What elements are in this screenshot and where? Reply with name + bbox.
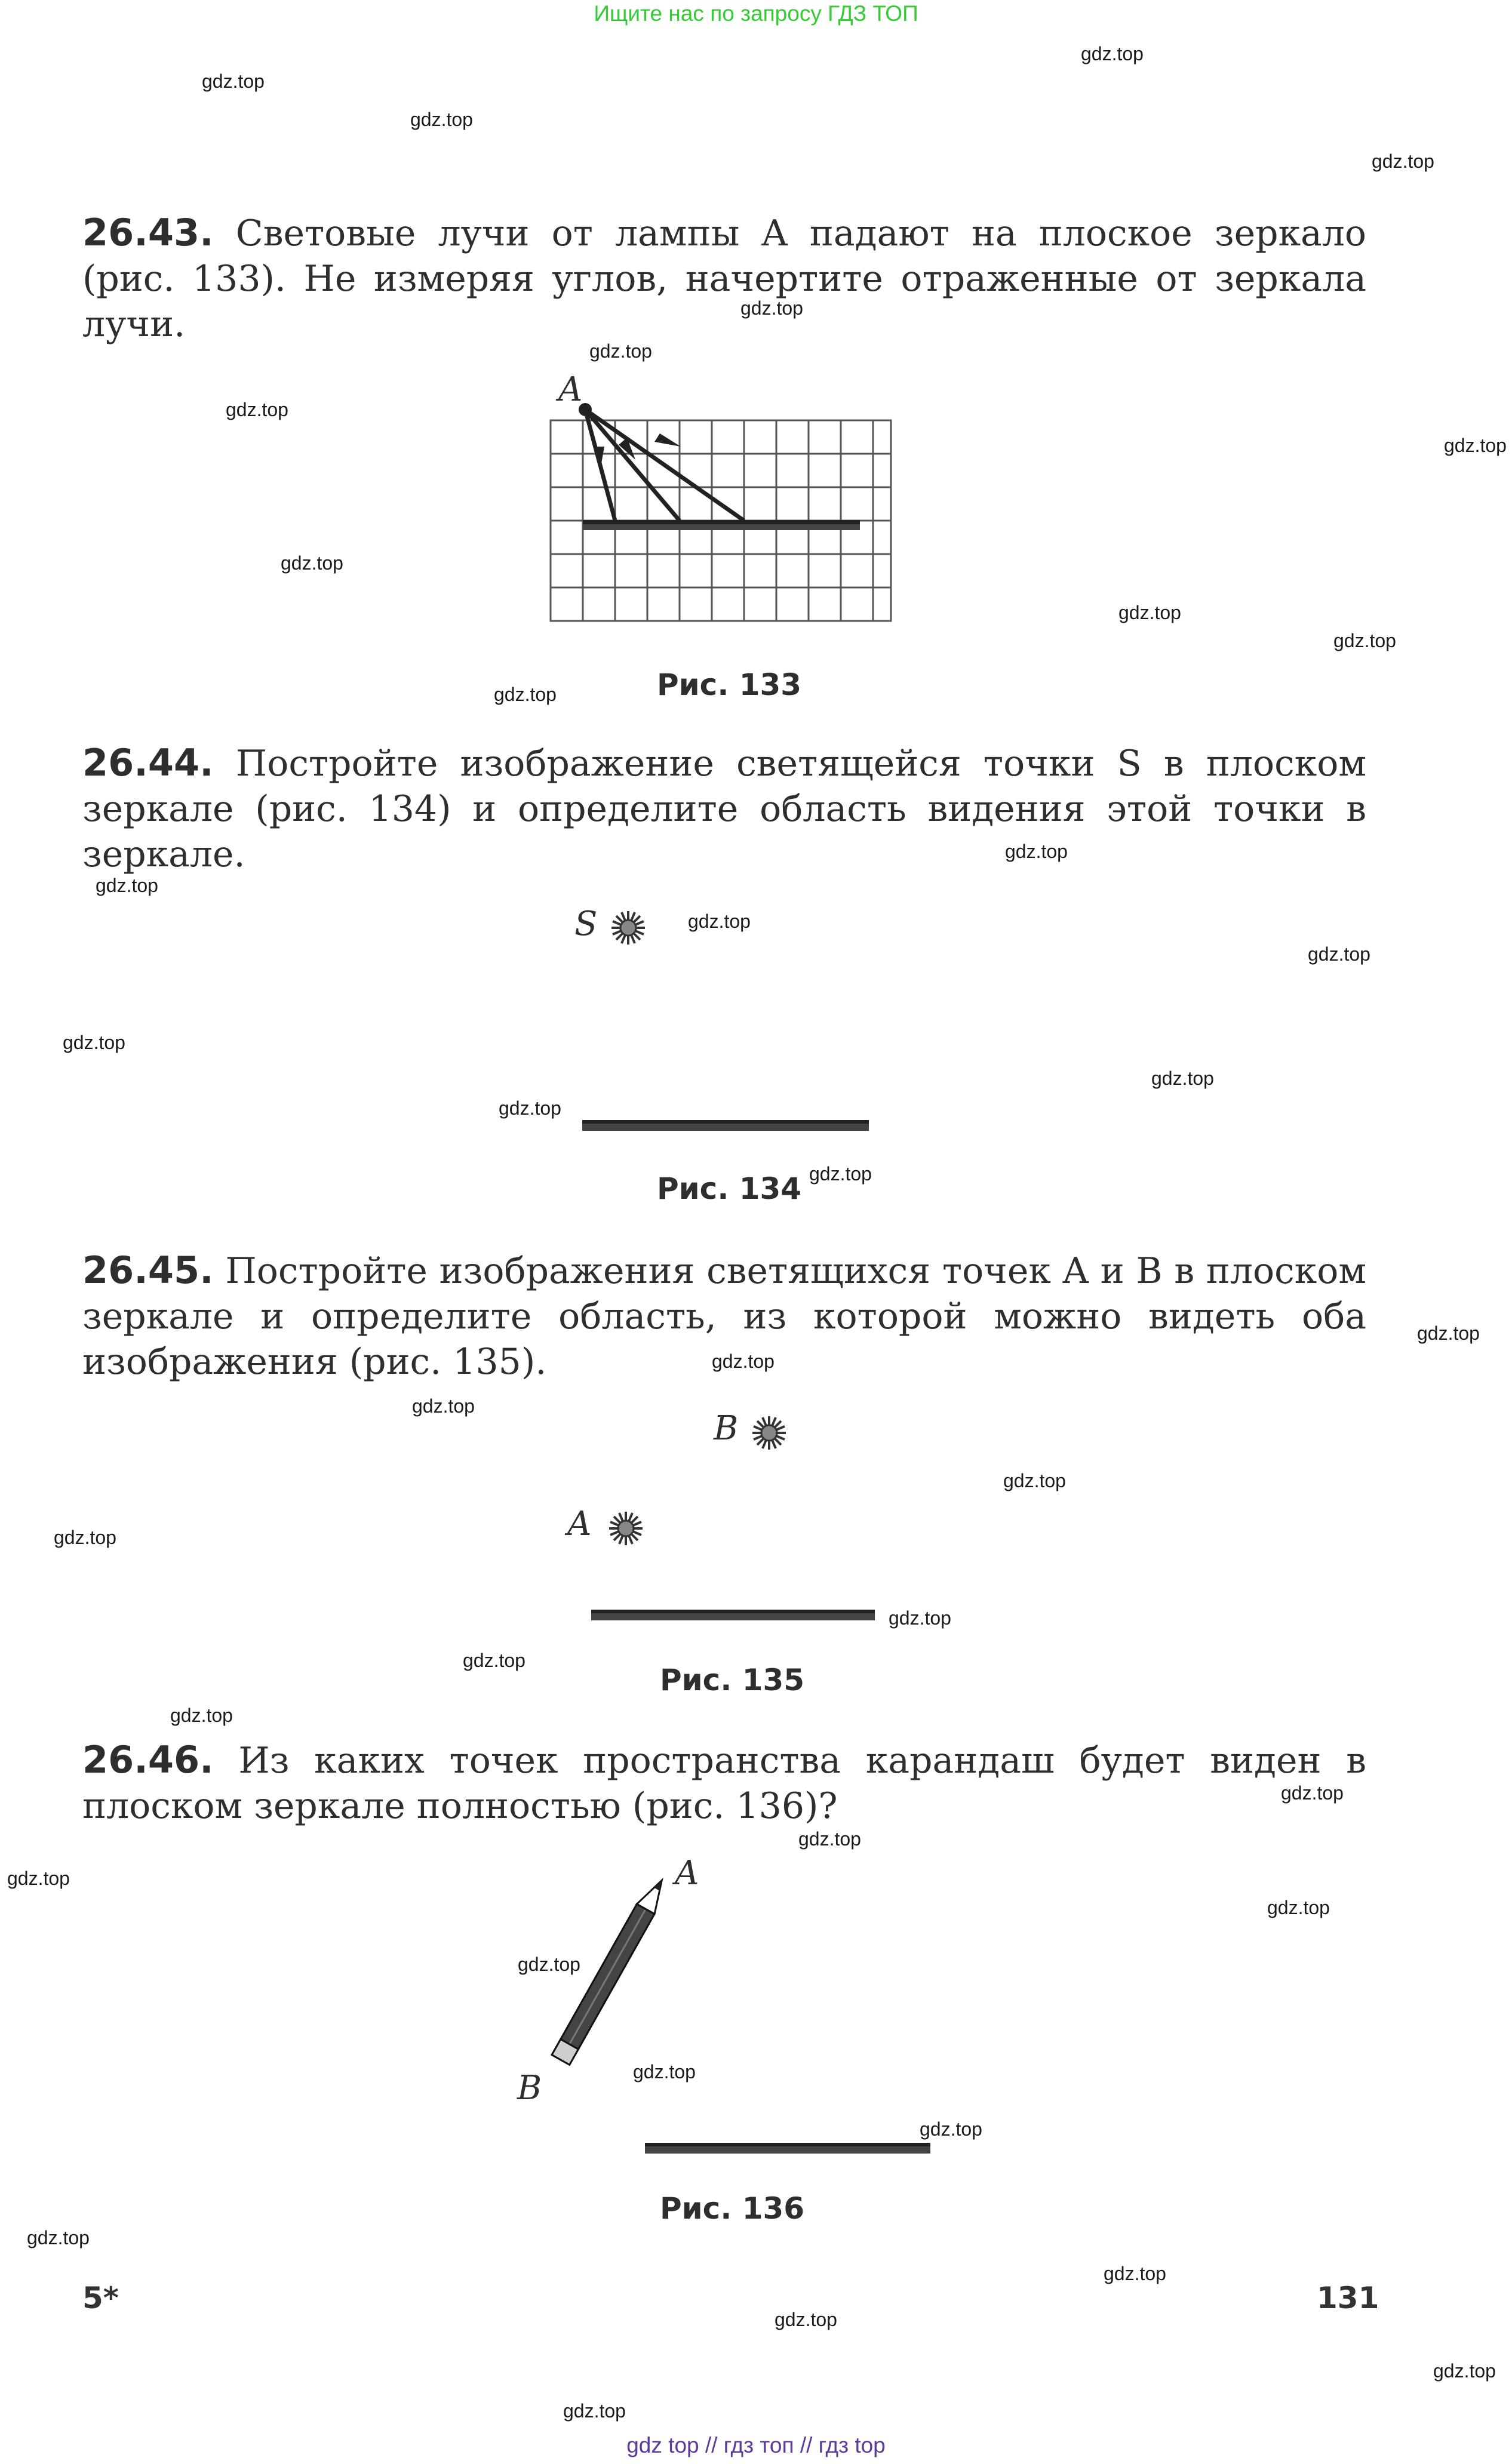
problem-number: 26.45. [82,1248,214,1292]
watermark: gdz.top [226,399,288,420]
light-point-s [610,910,646,946]
watermark: gdz.top [518,1954,580,1975]
watermark: gdz.top [412,1395,475,1417]
problem-26-43 [82,210,1366,347]
watermark: gdz.top [281,552,343,574]
watermark: gdz.top [1005,841,1068,862]
label-b: B [714,1409,739,1448]
top-banner[interactable]: Ищите нас по запросу ГДЗ ТОП [594,1,918,26]
watermark: gdz.top [589,340,652,362]
problem-text: Световые лучи от лампы A падают на плоское зеркало (рис. 133). Не измеряя углов, начертите отраженные от зеркала лучи. [82,213,1366,345]
bottom-footer-links[interactable]: gdz top // гдз топ // гдз top [626,2433,886,2457]
page-footer-left: 5* [82,2281,119,2315]
watermark: gdz.top [1333,630,1396,651]
watermark: gdz.top [63,1032,125,1053]
watermark: gdz.top [1417,1322,1480,1344]
page-number: 131 [1317,2281,1379,2315]
mirror-134 [582,1119,869,1137]
caption-136: Рис. 136 [660,2191,805,2226]
watermark: gdz.top [54,1527,116,1548]
problem-text: Из каких точек пространства карандаш будет виден в плоском зеркале полностью (рис. 136)? [82,1740,1366,1827]
watermark: gdz.top [463,1650,525,1671]
watermark: gdz.top [1081,43,1144,64]
problem-text: Постройте изображение светящейся точки S в плоском зеркале (рис. 134) и определите область видения этой точки в зеркале. [82,743,1366,875]
problem-number: 26.43. [82,211,214,254]
watermark: gdz.top [1281,1782,1344,1804]
watermark: gdz.top [27,2227,90,2248]
watermark: gdz.top [96,875,158,896]
figure-133 [537,370,908,633]
watermark: gdz.top [633,2061,696,2082]
watermark: gdz.top [1151,1068,1214,1089]
watermark: gdz.top [1118,602,1181,623]
light-point-a [608,1511,644,1546]
label-b: B [517,2069,542,2108]
mirror [583,522,860,530]
watermark: gdz.top [775,2309,837,2330]
rays [585,410,744,521]
light-point-b [751,1415,787,1451]
label-s: S [574,905,598,943]
problem-text: Постройте изображения светящихся точек A и B в плоском зеркале и определите область, из которой можно видеть оба изображения (рис. 135). [82,1250,1366,1383]
watermark: gdz.top [1444,435,1507,456]
watermark: gdz.top [1267,1897,1330,1918]
watermark: gdz.top [809,1163,872,1185]
watermark: gdz.top [1433,2360,1496,2382]
watermark: gdz.top [1003,1470,1066,1491]
problem-26-46 [82,1737,1366,1829]
caption-135: Рис. 135 [660,1663,805,1697]
watermark: gdz.top [889,1607,951,1629]
problem-26-44 [82,740,1366,877]
problem-number: 26.46. [82,1738,214,1782]
watermark: gdz.top [410,109,473,130]
watermark: gdz.top [499,1097,561,1119]
watermark: gdz.top [170,1705,233,1726]
watermark: gdz.top [712,1351,775,1372]
watermark: gdz.top [1104,2263,1166,2284]
caption-133: Рис. 133 [657,667,802,702]
label-a: A [558,370,583,409]
watermark: gdz.top [1308,943,1370,965]
watermark: gdz.top [563,2400,626,2422]
watermark: gdz.top [688,910,751,932]
label-a: A [675,1854,699,1893]
mirror-135 [591,1609,875,1627]
problem-number: 26.44. [82,741,214,785]
caption-134: Рис. 134 [657,1171,802,1206]
watermark: gdz.top [7,1868,70,1889]
mirror-136 [645,2142,930,2160]
watermark: gdz.top [202,70,265,92]
watermark: gdz.top [798,1828,861,1850]
watermark: gdz.top [1372,150,1434,172]
label-a: A [567,1505,592,1543]
watermark: gdz.top [740,297,803,319]
watermark: gdz.top [494,684,557,705]
watermark: gdz.top [920,2118,982,2140]
